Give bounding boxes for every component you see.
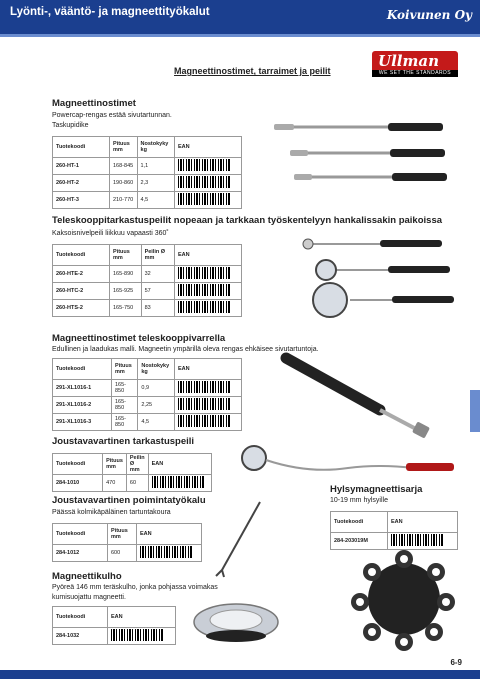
socket-magnet-set-image (348, 544, 460, 654)
table-row: 260-HT-3 210-770 4,5 (53, 192, 242, 209)
section-desc: Edullinen ja laadukas malli. Magneetin ympärillä oleva rengas ehkäisee sivutartuntoja. (52, 346, 319, 353)
main-title: Magneettinostimet, tarraimet ja peilit (174, 66, 331, 76)
table-row: 260-HT-1 168-845 1,1 (53, 158, 242, 175)
section-title: Joustavavartinen tarkastuspeili (52, 436, 195, 447)
table-row: 284-1012 600 (53, 545, 202, 562)
section-desc: Päässä kolmikäpäläinen tartuntakoura (52, 509, 171, 516)
section-title: Magneettinostimet teleskooppivarrella (52, 333, 226, 344)
table-row: 291-XL1016-3 165-850 4,5 (53, 414, 242, 431)
section-desc: Powercap-rengas estää sivutartunnan. Taskupidike (52, 112, 172, 129)
flexible-mirror-image (238, 440, 458, 482)
table-row: 260-HTC-2 165-925 57 (53, 283, 242, 300)
section-title: Magneettikulho (52, 571, 122, 582)
header-title: Lyönti-, vääntö- ja magneettityökalut (10, 6, 210, 18)
table-row: 284-203019M (331, 533, 458, 550)
product-table: Tuotekoodi Pituus mm Peilin Ø mm EAN 260-HTE-2 165-890 32 260-HTC-2 165-925 57 260-HTS-2 165-750 83 (52, 244, 242, 317)
brand-name: Ullman (378, 52, 439, 70)
barcode (178, 176, 230, 188)
section-title: Teleskooppitarkastuspeilit nopeaan ja tarkkaan työskentelyyn hankalissakin paikoissa (52, 215, 443, 226)
section-desc: Pyöreä 146 mm teräskulho, jonka pohjassa voimakas kumisuojattu magneetti. (52, 584, 218, 601)
barcode (178, 415, 230, 427)
table-row: 260-HT-2 190-860 2,3 (53, 175, 242, 192)
table-row: 291-XL1016-1 165-850 0,9 (53, 380, 242, 397)
barcode (140, 546, 192, 558)
inspection-mirrors-image (300, 236, 460, 328)
table-row: 284-1032 (53, 628, 176, 645)
pickup-claw-image (210, 498, 270, 578)
brand-logo (372, 51, 458, 77)
brand-tagline: WE SET THE STANDARDS (372, 70, 458, 77)
page-number: 6-9 (450, 658, 462, 667)
barcode (111, 629, 163, 641)
page-footer (0, 670, 480, 679)
product-table: Tuotekoodi Pituus mm EAN 284-1012 600 (52, 523, 202, 562)
barcode (178, 284, 230, 296)
product-table: Tuotekoodi EAN 284-1032 (52, 606, 176, 645)
magnetic-bowl-image (190, 600, 282, 648)
product-table: Tuotekoodi Pituus mm Nostokyky kg EAN 260-HT-1 168-845 1,1 260-HT-2 190-860 2,3 260-HT-3 210-770 4,5 (52, 136, 242, 209)
barcode (178, 301, 230, 313)
page-header (0, 0, 480, 34)
telescopic-pickup-image (280, 352, 460, 447)
barcode (178, 381, 230, 393)
table-row: 260-HTE-2 165-890 32 (53, 266, 242, 283)
pickup-tools-image (268, 112, 458, 197)
table-row: 284-1010 470 60 (53, 475, 212, 492)
table-row: 291-XL1016-2 165-850 2,25 (53, 397, 242, 414)
barcode (152, 476, 204, 488)
barcode (178, 398, 230, 410)
barcode (178, 267, 230, 279)
section-desc: 10-19 mm hylsyille (330, 497, 388, 504)
section-title: Joustavavartinen poimintatyökalu (52, 495, 206, 506)
product-table: Tuotekoodi Pituus mm Peilin Ø mm EAN 284-1010 470 60 (52, 453, 212, 492)
section-title: Magneettinostimet (52, 98, 136, 109)
table-row: 260-HTS-2 165-750 83 (53, 300, 242, 317)
company-logo: Koivunen Oy (386, 8, 472, 22)
product-table: Tuotekoodi EAN 284-203019M (330, 511, 458, 550)
barcode (178, 193, 230, 205)
section-title: Hylsymagneettisarja (330, 484, 423, 495)
product-table: Tuotekoodi Pituus mm Nostokyky kg EAN 291-XL1016-1 165-850 0,9 291-XL1016-2 165-850 2,25 291-XL1016-3 165-850 4,5 (52, 358, 242, 431)
section-tab (470, 390, 480, 432)
barcode (178, 159, 230, 171)
header-stripe (0, 34, 480, 37)
section-desc: Kaksoisnivelpeili liikkuu vapaasti 360˚ (52, 230, 169, 237)
